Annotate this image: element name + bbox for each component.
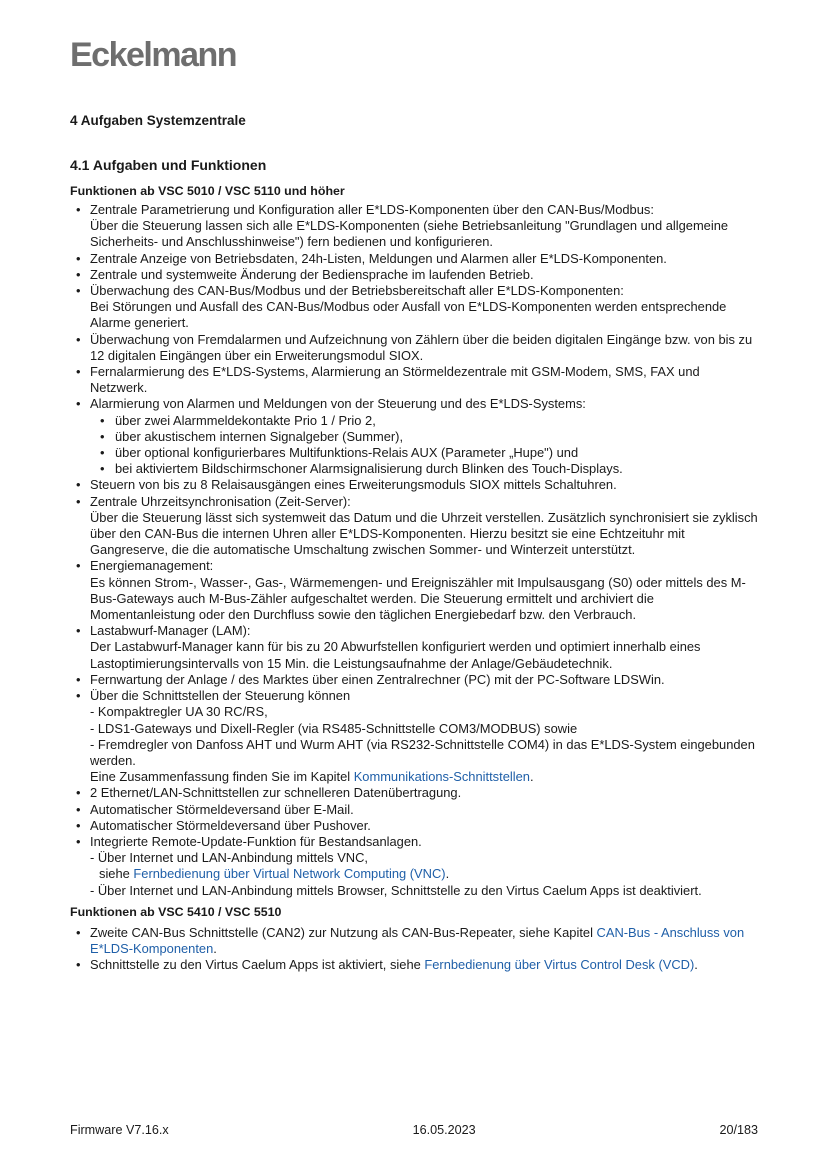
sub-list-item: • über zwei Alarmmeldekontakte Prio 1 / Prio 2, (70, 413, 760, 429)
list-item: • Energiemanagement: Es können Strom-, Wasser-, Gas-, Wärmemengen- und Ereigniszähler mit Impulsausgang (S0) oder mittels des M-Bus-Gateways auch M-Bus-Zähler aufgeschaltet werden. Die Steuerung ermittelt und archiviert die Momentanleistung oder den Durchfluss sowie den täglichen Energiebedarf bzw. den Verbrauch. (70, 558, 760, 623)
eckelmann-logo: Eckelmann (70, 36, 237, 74)
link-vcd[interactable]: Fernbedienung über Virtus Control Desk (VCD) (424, 957, 695, 973)
footer-firmware: Firmware V7.16.x (70, 1123, 169, 1137)
list-item: • Integrierte Remote-Update-Funktion für Bestandsanlagen. - Über Internet und LAN-Anbindung mittels VNC, siehe Fernbedienung über Virtual Network Computing (VNC). - Über Internet und LAN-Anbindung mittels Browser, Schnittstelle zu den Virtus Caelum Apps ist deaktiviert. (70, 834, 760, 899)
list-item: • Fernwartung der Anlage / des Marktes über einen Zentralrechner (PC) mit der PC-Software LDSWin. (70, 672, 760, 688)
alarm-sublist (70, 413, 760, 478)
group1-list (70, 202, 760, 899)
list-item: • Überwachung von Fremdalarmen und Aufzeichnung von Zählern über die beiden digitalen Eingänge bzw. von bis zu 12 digitalen Eingängen über ein Erweiterungsmodul SIOX. (70, 332, 760, 364)
page-footer (70, 1123, 758, 1137)
list-item: • Automatischer Störmeldeversand über E-Mail. (70, 802, 760, 818)
link-kommunikations-schnittstellen[interactable]: Kommunikations-Schnittstellen (353, 769, 530, 785)
list-item: • Automatischer Störmeldeversand über Pushover. (70, 818, 760, 834)
list-item: • Steuern von bis zu 8 Relaisausgängen eines Erweiterungsmoduls SIOX mittels Schaltuhren. (70, 477, 760, 493)
footer-date: 16.05.2023 (412, 1123, 476, 1137)
list-item: • Über die Schnittstellen der Steuerung können - Kompaktregler UA 30 RC/RS, - LDS1-Gateways und Dixell-Regler (via RS485-Schnittstelle COM3/MODBUS) sowie - Fremdregler von Danfoss AHT und Wurm AHT (via RS232-Schnittstelle COM4) in das E*LDS-System eingebunden werden. Eine Zusammenfassung finden Sie im Kapitel Kommunikations-Schnittstellen. (70, 688, 760, 785)
link-vnc[interactable]: Fernbedienung über Virtual Network Computing (VNC) (133, 866, 446, 882)
list-item: • Alarmierung von Alarmen und Meldungen von der Steuerung und des E*LDS-Systems: • über zwei Alarmmeldekontakte Prio 1 / Prio 2, • über akustischem internen Signalgeber (Summer), • über optional konfigurierbares Multifunktions-Relais AUX (Parameter „Hupe") und • bei aktiviertem Bildschirmschoner Alarmsignalisierung durch Blinken des Touch-Displays. (70, 396, 760, 477)
list-item: • Zentrale Anzeige von Betriebsdaten, 24h-Listen, Meldungen und Alarmen aller E*LDS-Komponenten. (70, 251, 760, 267)
group2-heading: Funktionen ab VSC 5410 / VSC 5510 (70, 904, 282, 919)
list-item: • Lastabwurf-Manager (LAM): Der Lastabwurf-Manager kann für bis zu 20 Abwurfstellen konfiguriert werden und optimiert innerhalb eines Lastoptimierungsintervalls von 15 Min. die Leistungsaufnahme der Anlage/Gebäudetechnik. (70, 623, 760, 672)
sub-list-item: • bei aktiviertem Bildschirmschoner Alarmsignalisierung durch Blinken des Touch-Displays. (70, 461, 760, 477)
sub-list-item: • über optional konfigurierbares Multifunktions-Relais AUX (Parameter „Hupe") und (70, 445, 760, 461)
list-item: • Überwachung des CAN-Bus/Modbus und der Betriebsbereitschaft aller E*LDS-Komponenten: Bei Störungen und Ausfall des CAN-Bus/Modbus oder Ausfall von E*LDS-Komponenten werden entsprechende Alarme generiert. (70, 283, 760, 332)
list-item: • Fernalarmierung des E*LDS-Systems, Alarmierung an Störmeldezentrale mit GSM-Modem, SMS, FAX und Netzwerk. (70, 364, 760, 396)
list-item: • Schnittstelle zu den Virtus Caelum Apps ist aktiviert, siehe Fernbedienung über Virtus Control Desk (VCD). (70, 957, 760, 973)
list-item: • Zentrale und systemweite Änderung der Bediensprache im laufenden Betrieb. (70, 267, 760, 283)
footer-page-number: 20/183 (719, 1123, 758, 1137)
group1-heading: Funktionen ab VSC 5010 / VSC 5110 und höher (70, 184, 345, 198)
chapter-title: 4 Aufgaben Systemzentrale (70, 113, 246, 128)
link-can-bus[interactable]: CAN-Bus - Anschluss von E*LDS-Komponenten (90, 924, 745, 956)
sub-list-item: • über akustischem internen Signalgeber (Summer), (70, 429, 760, 445)
list-item: • Zentrale Parametrierung und Konfiguration aller E*LDS-Komponenten über den CAN-Bus/Modbus: Über die Steuerung lassen sich alle E*LDS-Komponenten (siehe Betriebsanleitung "Grundlagen und allgemeine Sicherheits- und Anschlusshinweise") fern bedienen und konfigurieren. (70, 202, 760, 251)
section-title: 4.1 Aufgaben und Funktionen (70, 157, 267, 173)
list-item: • 2 Ethernet/LAN-Schnittstellen zur schnelleren Datenübertragung. (70, 785, 760, 801)
page-content (70, 113, 760, 973)
group2-list (70, 925, 760, 974)
list-item: • Zentrale Uhrzeitsynchronisation (Zeit-Server): Über die Steuerung lässt sich systemweit das Datum und die Uhrzeit verstellen. Zusätzlich synchronisiert sie zyklisch über den CAN-Bus die internen Uhren aller E*LDS-Komponenten. Hierzu besitzt sie eine Echtzeituhr mit Gangreserve, die die automatische Umschaltung zwischen Sommer- und Winterzeit unterstützt. (70, 494, 760, 559)
list-item: • Zweite CAN-Bus Schnittstelle (CAN2) zur Nutzung als CAN-Bus-Repeater, siehe Kapitel CAN-Bus - Anschluss von E*LDS-Komponenten. (70, 925, 760, 957)
